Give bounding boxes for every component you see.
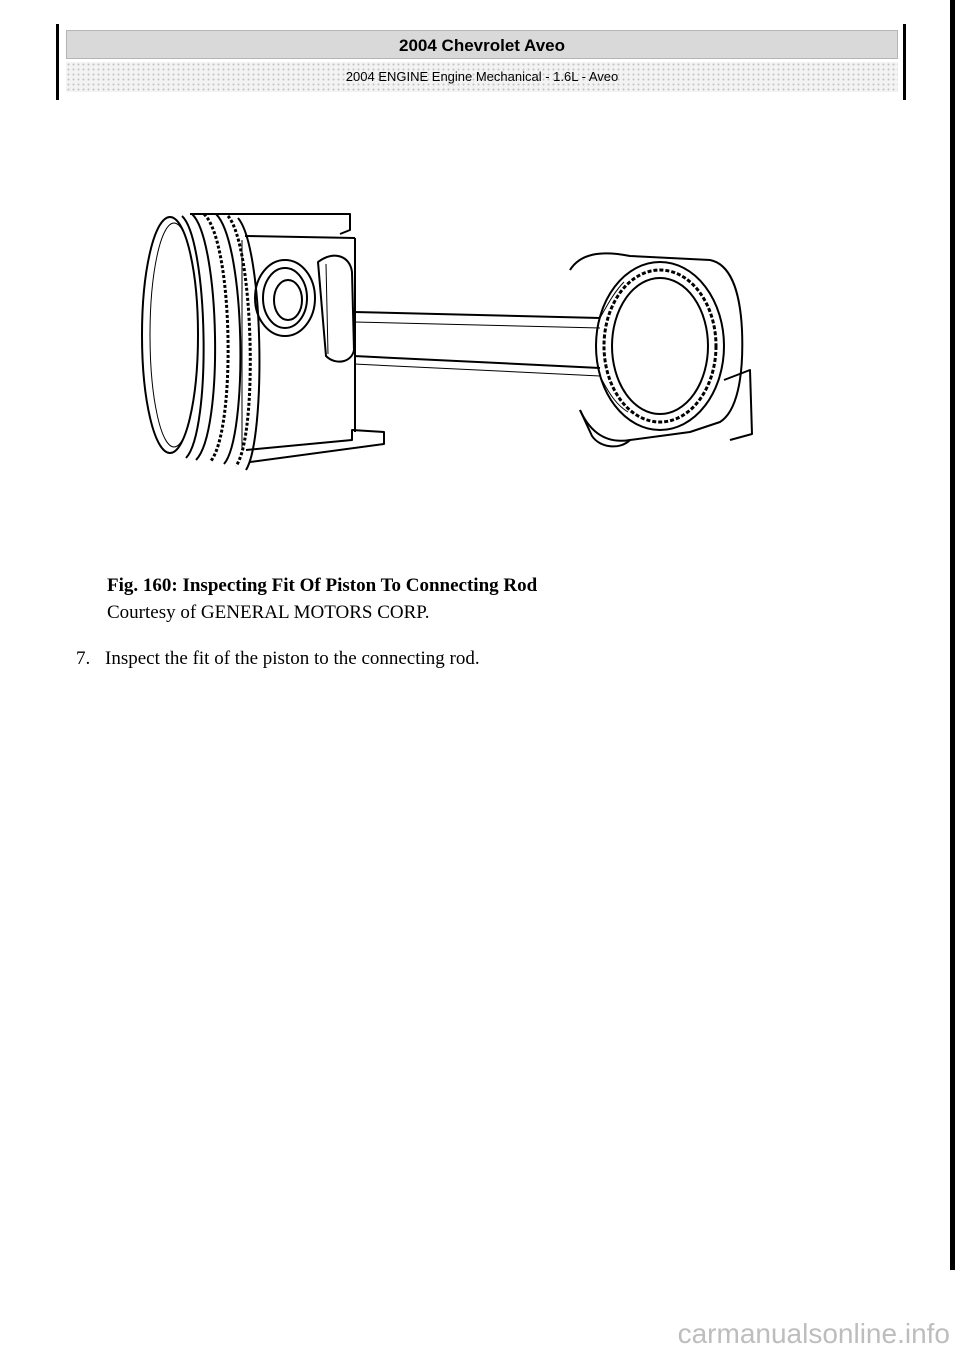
step-text: Inspect the fit of the piston to the connecting rod.	[105, 648, 480, 669]
page-edge-rule	[950, 0, 955, 1270]
figure-caption	[107, 572, 537, 626]
watermark-text: carmanualsonline.info	[677, 1318, 950, 1349]
header-left-rule	[56, 24, 59, 100]
header-title: 2004 Chevrolet Aveo	[66, 30, 898, 59]
piston-connecting-rod-illustration	[130, 200, 770, 510]
figure-caption-credit: Courtesy of GENERAL MOTORS CORP.	[107, 602, 430, 623]
procedure-step	[76, 648, 480, 670]
figure-caption-title: Fig. 160: Inspecting Fit Of Piston To Connecting Rod	[107, 575, 538, 596]
step-number: 7.	[76, 648, 91, 669]
header-subtitle: 2004 ENGINE Engine Mechanical - 1.6L - Aveo	[66, 62, 898, 92]
header-right-rule	[903, 24, 906, 100]
